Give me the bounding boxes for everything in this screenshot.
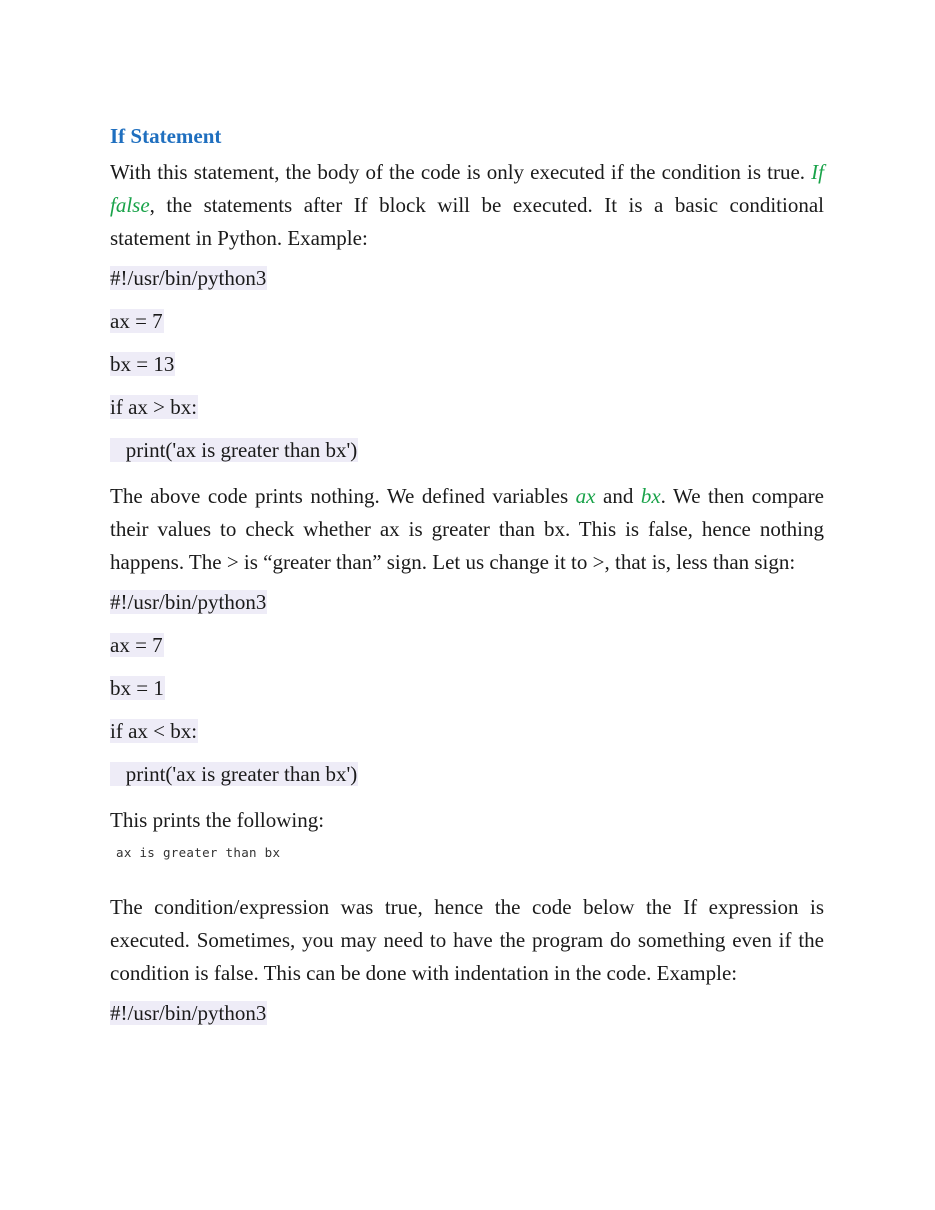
- paragraph-explanation-text-b: and: [595, 484, 641, 508]
- code-block-3: [110, 1000, 824, 1026]
- code-line: [110, 351, 824, 377]
- code-line-text: if ax < bx:: [110, 719, 198, 743]
- code-block-1: [110, 265, 824, 463]
- code-line-text: #!/usr/bin/python3: [110, 266, 267, 290]
- code-line-text: bx = 13: [110, 352, 175, 376]
- code-line: [110, 394, 824, 420]
- section-heading: If Statement: [110, 124, 222, 148]
- code-line: [110, 437, 824, 463]
- emphasis-if-false: If false: [110, 160, 824, 217]
- code-line: [110, 632, 824, 658]
- code-line-text: print('ax is greater than bx'): [110, 438, 358, 462]
- paragraph-intro: [110, 156, 824, 255]
- emphasis-ax: ax: [575, 484, 596, 508]
- output-screenshot: [110, 843, 824, 871]
- code-line-text: #!/usr/bin/python3: [110, 1001, 267, 1025]
- code-line: [110, 265, 824, 291]
- code-line: [110, 589, 824, 615]
- code-line-text: ax = 7: [110, 633, 163, 657]
- paragraph-explanation-text-a: The above code prints nothing. We defined variables: [110, 484, 576, 508]
- paragraph-explanation-text-c: . We then compare their values to check whether ax is greater than bx. This is false, hence nothing happens. The > is “greater than” sign. Let us change it to >, that is, less than sign:: [110, 484, 824, 574]
- output-text: ax is greater than bx: [116, 845, 281, 860]
- document-page: [110, 121, 824, 1043]
- code-line: [110, 718, 824, 744]
- code-line-text: bx = 1: [110, 676, 164, 700]
- paragraph-explanation: [110, 480, 824, 579]
- code-line-text: ax = 7: [110, 309, 163, 333]
- paragraph-condition-true: The condition/expression was true, hence the code below the If expression is executed. Sometimes, you may need to have the program do something even if the condition is false. This can be done with indentation in the code. Example:: [110, 895, 824, 985]
- paragraph-intro-text-a: With this statement, the body of the code is only executed if the condition is true.: [110, 160, 812, 184]
- emphasis-bx: bx: [640, 484, 661, 508]
- code-line-text: #!/usr/bin/python3: [110, 590, 267, 614]
- code-line-text: if ax > bx:: [110, 395, 198, 419]
- code-line: [110, 761, 824, 787]
- code-line-text: print('ax is greater than bx'): [110, 762, 358, 786]
- code-line: [110, 675, 824, 701]
- code-line: [110, 1000, 824, 1026]
- code-block-2: [110, 589, 824, 787]
- paragraph-prints-following: This prints the following:: [110, 808, 325, 832]
- code-line: [110, 308, 824, 334]
- paragraph-intro-text-b: , the statements after If block will be executed. It is a basic conditional statement in Python. Example:: [110, 193, 824, 250]
